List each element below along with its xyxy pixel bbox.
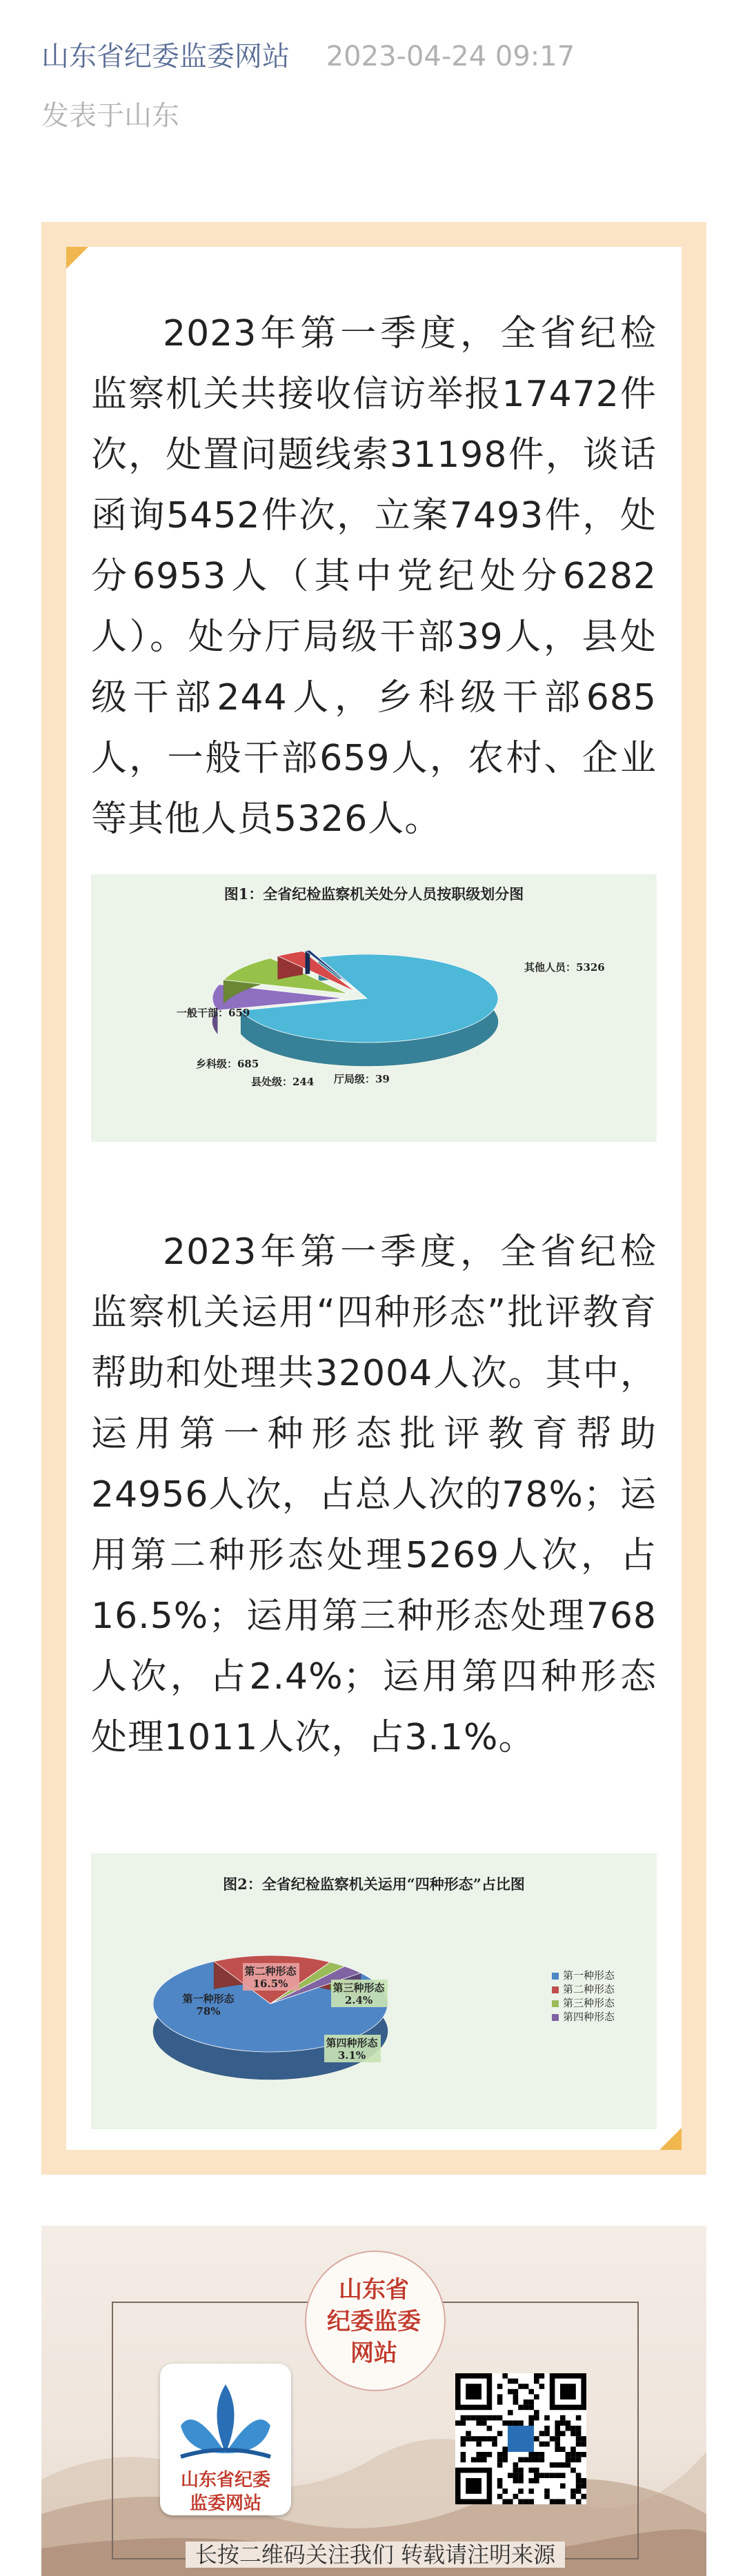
chart-2-data-label-name-1: 第一种形态: [182, 1993, 235, 2005]
publish-datetime: 2023-04-24 09:17: [326, 41, 575, 72]
chart-2: [91, 1853, 657, 2129]
chart-2-svg: [91, 1853, 657, 2129]
account-name-link[interactable]: 山东省纪委监委网站: [41, 41, 290, 72]
chart-2-data-label-pct-3: 2.4%: [344, 1994, 373, 2006]
chart-1-svg: [91, 874, 657, 1142]
footer-caption: 长按二维码关注我们 转载请注明来源: [112, 2537, 639, 2569]
footer-card: [41, 2226, 706, 2576]
site-badge-text: 山东省 纪委监委 网站: [327, 2276, 421, 2367]
chart-2-legend-swatch-1: [552, 1973, 559, 1980]
chart-2-legend-label-2: 第二种形态: [563, 1983, 615, 1995]
paragraph-four-forms: 2023年第一季度，全省纪检监察机关运用“四种形态”批评教育帮助和处理共32004人次。其中，运用第一种形态批评教育帮助24956人次，占总人次的78%；运用第二种形态处理5269人次，占16.5%；运用第三种形态处理768人次，占2.4%；运用第四种形态处理1011人次，占3.1%。: [91, 1231, 657, 1758]
corner-ornament-top-left: [66, 247, 88, 269]
qr-code-image[interactable]: [455, 2373, 586, 2504]
paragraph-summary: 2023年第一季度，全省纪检监察机关共接收信访举报17472件次，处置问题线索31198件，谈话函询5452件次，立案7493件，处分6953人（其中党纪处分6282人）。处分厅局级干部39人，县处级干部244人，乡科级干部685人，一般干部659人，农村、企业等其他人员5326人。: [91, 313, 657, 840]
chart-1-slices: [212, 950, 498, 1066]
chart-1-title: 图1：全省纪检监察机关处分人员按职级划分图: [223, 885, 524, 903]
chart-2-legend-label-4: 第四种形态: [563, 2011, 615, 2023]
corner-ornament-bottom-right: [659, 2128, 682, 2150]
chart-2-legend-swatch-4: [552, 2014, 559, 2021]
chart-2-data-label-name-2: 第二种形态: [244, 1965, 297, 1978]
chart-1: [91, 874, 657, 1142]
chart-2-data-label-pct-2: 16.5%: [252, 1978, 288, 1990]
chart-1-data-label-3: 乡科级：685: [196, 1058, 259, 1070]
chart-2-legend-swatch-2: [552, 1986, 559, 1993]
chart-2-data-label-name-3: 第三种形态: [332, 1982, 385, 1994]
article-meta: [41, 34, 575, 74]
chart-1-data-label-1: 其他人员：5326: [524, 961, 605, 974]
chart-1-data-label-2: 一般干部：659: [177, 1007, 250, 1019]
chart-2-title: 图2：全省纪检监察机关运用“四种形态”占比图: [223, 1875, 525, 1893]
chart-2-data-label-pct-1: 78%: [196, 2005, 221, 2017]
chart-1-data-label-4: 县处级：244: [251, 1076, 315, 1088]
site-logo-text: 山东省纪委 监委网站: [180, 2470, 270, 2514]
chart-2-data-label-name-4: 第四种形态: [326, 2037, 378, 2049]
chart-2-data-label-pct-4: 3.1%: [337, 2049, 366, 2062]
chart-1-data-label-5: 厅局级：39: [334, 1073, 390, 1085]
publish-location: 发表于山东: [41, 100, 179, 132]
chart-2-legend-label-3: 第三种形态: [563, 1997, 615, 2009]
chart-2-legend-label-1: 第一种形态: [563, 1969, 615, 1982]
chart-2-legend-swatch-3: [552, 2000, 559, 2007]
